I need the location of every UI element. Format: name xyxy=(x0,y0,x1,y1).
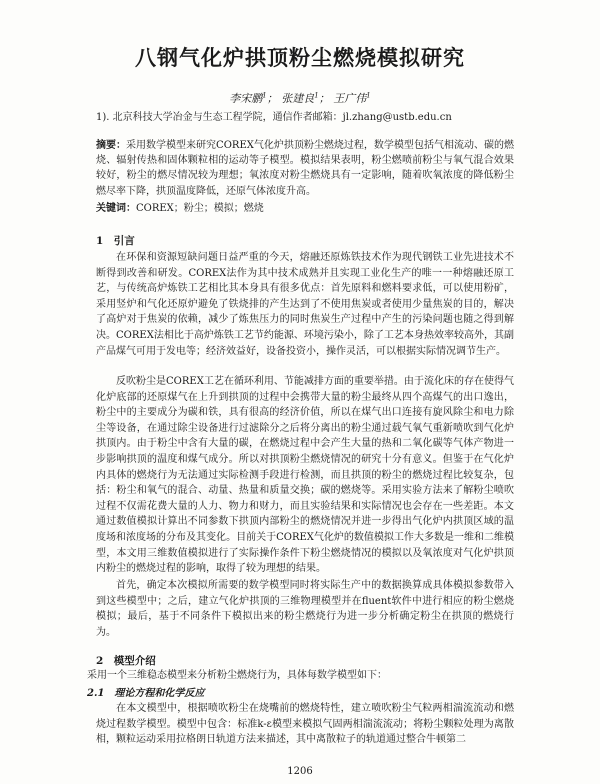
author-line xyxy=(0,90,600,106)
model-paragraph-1: 在本文模型中，根据喷吹粉尘在烧嘴前的燃烧特性，建立喷吹粉尘气粒两相湍流流动和燃烧过程数学模型。模型中包含：标准k-ε模型来模拟气固两相湍流流动；将粉尘颗粒处理为离散相，颗粒运动采用拉格朗日轨道方法来描述，其中离散粒子的轨道通过整合牛顿第二 xyxy=(96,703,514,746)
author-sup: 1 xyxy=(262,91,267,100)
page-number: 1206 xyxy=(287,766,313,777)
intro-paragraph-3: 首先，确定本次模拟所需要的数学模型同时将实际生产中的数据换算成具体模拟参数带入到这些模型中；之后，建立气化炉拱顶的三维物理模型并在fluent软件中进行相应的粉尘燃烧模拟；最后，基于不同条件下模拟出来的粉尘燃烧行为进一步分析确定粉尘在拱顶的燃烧行为。 xyxy=(96,580,514,638)
author-sup: 1 xyxy=(366,91,371,100)
intro-paragraph-1: 在环保和资源短缺问题日益严重的今天，熔融还原炼铁技术作为现代钢铁工业先进技术不断得到改善和研发。COREX法作为其中技术成熟并且实现工业化生产的唯一一种熔融还原工艺，与传统高炉炼铁工艺相比其本身具有很多优点：首先原料和燃料要求低，可以使用粉矿，采用竖炉和气化还原炉避免了铁烧排的产生达到了不使用焦炭或者使用少量焦炭的目的，解决了高炉对于焦炭的依赖，减少了炼焦压力的同时焦炭生产过程中产生的污染问题也随之得到解决。COREX法相比于高炉炼铁工艺节约能源、环境污染小，除了工艺本身热效率较高外，其副产品煤气可用于发电等；经济效益好，设备投资小，操作灵活，可以根据实际情况调节生产。 xyxy=(96,252,514,357)
section-heading-model: 2 模型介绍 xyxy=(96,655,156,667)
author-name: 张建良 xyxy=(281,92,315,105)
model-intro: 采用一个三维稳态模型来分析粉尘燃烧行为，具体每数学模型如下： xyxy=(87,670,387,681)
abstract-label: 摘要： xyxy=(96,140,127,151)
keywords-label: 关键词： xyxy=(96,203,136,214)
abstract xyxy=(96,138,514,199)
paper-title: 八钢气化炉拱顶粉尘燃烧模拟研究 xyxy=(135,46,465,70)
keywords-text: COREX；粉尘；模拟；燃烧 xyxy=(136,203,264,214)
author-name: 王广伟 xyxy=(333,92,367,105)
author-name: 李宋鹏 xyxy=(229,92,263,105)
author-separator: ； xyxy=(266,92,278,105)
section-heading-intro: 1 引言 xyxy=(96,235,135,247)
author-sup: 1 xyxy=(314,91,319,100)
affiliation: 1). 北京科技大学冶金与生态工程学院，通信作者邮箱：jl.zhang@ustb.edu.cn xyxy=(96,112,452,123)
keywords xyxy=(96,199,264,214)
subsection-heading: 2.1 理论方程和化学反应 xyxy=(87,688,205,699)
intro-paragraph-2: 反吹粉尘是COREX工艺在循环利用、节能减排方面的重要举措。由于流化床的存在使得气化炉底部的还原煤气在上升到拱顶的过程中会携带大量的粉尘最终从四个高煤气的出口逸出，粉尘中的主要成分为碳和铁，具有很高的经济价值，所以在煤气出口连接有旋风除尘和电力除尘等设备，在通过除尘设备进行过滤除分之后将分离出的粉尘通过载气氧气重新喷吹到气化炉拱顶内。由于粉尘中含有大量的碳，在燃烧过程中会产生大量的热和二氧化碳等气体产物进一步影响拱顶的温度和煤气成分。所以对拱顶粉尘燃烧情况的研究十分有意义。但鉴于在气化炉内具体的燃烧行为无法通过实际检测手段进行检测，而且拱顶的粉尘的燃烧过程比较复杂，包括：粉尘和氧气的混合、动量、热量和质量交换；碳的燃烧等。采用实验方法来了解粉尘喷吹过程不仅需花费大量的人力、物力和财力，而且实验结果和实际情况也会存在一些差距。本文通过数值模拟计算出不同参数下拱顶内部粉尘的燃烧情况并进一步得出气化炉内拱顶区域的温度场和浓度场的分布及其变化。目前关于COREX气化炉的数值模拟工作大多数是一维和二维模型，本文用三维数值模拟进行了实际操作条件下粉尘燃烧情况的模拟以及氧浓度对气化炉拱顶内粉尘的燃烧过程的影响，取得了较为理想的结果。 xyxy=(96,376,514,575)
abstract-text: 采用数学模型来研究COREX气化炉拱顶粉尘燃烧过程，数学模型包括气相流动、碳的燃烧、辐射传热和固体颗粒相的运动等子模型。模拟结果表明，粉尘燃喷前粉尘与氧气混合效果较好，粉尘的燃尽情况较为理想；氧浓度对粉尘燃烧具有一定影响，随着吹氧浓度的降低粉尘燃尽率下降，拱顶温度降低，还原气体浓度升高。 xyxy=(96,140,514,197)
author-separator: ； xyxy=(318,92,330,105)
